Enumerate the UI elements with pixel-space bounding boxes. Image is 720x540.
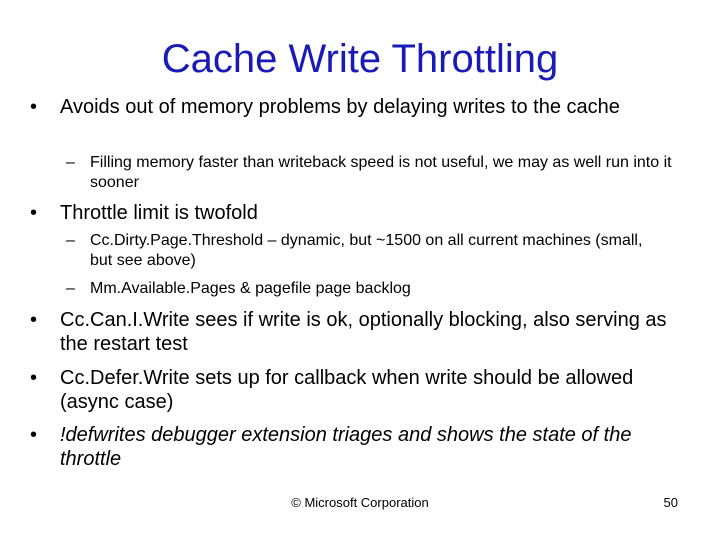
bullet-marker: • bbox=[30, 202, 38, 224]
bullet-marker: • bbox=[30, 424, 38, 446]
sub-bullet-marker: – bbox=[66, 154, 75, 171]
bullet-text: Cc.Can.I.Write sees if write is ok, optionally blocking, also serving as the restart test bbox=[60, 309, 667, 355]
sub-bullet-item bbox=[66, 279, 686, 299]
footer-copyright: © Microsoft Corporation bbox=[291, 495, 429, 510]
bullet-item bbox=[30, 423, 650, 471]
sub-bullet-marker: – bbox=[66, 232, 75, 249]
sub-bullet-text: Cc.Dirty.Page.Threshold – dynamic, but ~1500 on all current machines (small, but see above) bbox=[90, 232, 643, 269]
bullet-item bbox=[30, 201, 690, 225]
sub-bullet-marker: – bbox=[66, 280, 75, 297]
bullet-item bbox=[30, 366, 680, 414]
slide-title: Cache Write Throttling bbox=[161, 37, 559, 81]
bullet-marker: • bbox=[30, 96, 38, 118]
bullet-text: Cc.Defer.Write sets up for callback when write should be allowed (async case) bbox=[60, 367, 634, 413]
sub-bullet-text: Filling memory faster than writeback speed is not useful, we may as well run into it sooner bbox=[90, 154, 672, 191]
sub-bullet-item bbox=[66, 153, 686, 193]
bullet-marker: • bbox=[30, 367, 38, 389]
bullet-text: Avoids out of memory problems by delaying writes to the cache bbox=[60, 96, 620, 118]
page-number: 50 bbox=[663, 495, 678, 510]
bullet-text: Throttle limit is twofold bbox=[60, 202, 258, 224]
bullet-text: !defwrites debugger extension triages and shows the state of the throttle bbox=[60, 424, 632, 470]
bullet-marker: • bbox=[30, 309, 38, 331]
sub-bullet-item bbox=[66, 231, 646, 271]
bullet-item bbox=[30, 95, 690, 119]
sub-bullet-text: Mm.Available.Pages & pagefile page backlog bbox=[90, 280, 411, 297]
bullet-item bbox=[30, 308, 680, 356]
